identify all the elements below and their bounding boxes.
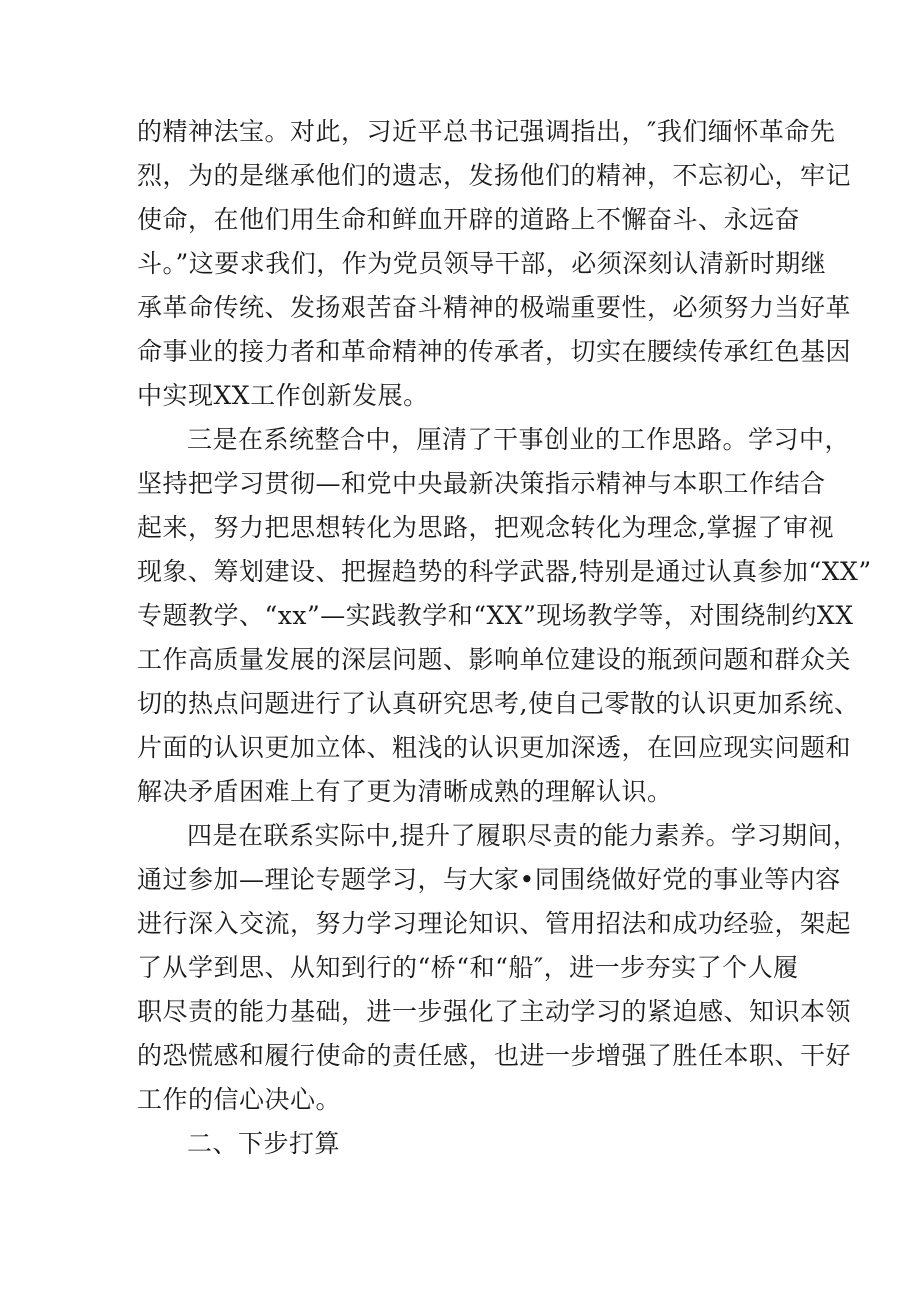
section-heading: 二、下步打算 [187,1129,341,1158]
text-line: 专题教学、“xx”—实践教学和“XX”现场教学等，对围绕制约XX [137,601,854,630]
text-line: 的精神法宝。对此，习近平总书记强调指出，″我们缅怀革命先 [137,117,836,146]
text-line: 承革命传统、发扬艰苦奋斗精神的极端重要性，必须努力当好革 [137,293,852,322]
paragraph-start-line: 四是在联系实际中,提升了履职尽责的能力素养。学习期间， [187,821,859,850]
text-line: 片面的认识更加立体、粗浅的认识更加深透，在回应现实问题和 [137,733,852,762]
text-line: 了从学到思、从知到行的“桥“和“船″，进一步夯实了个人履 [137,953,799,982]
paragraph-start-line: 三是在系统整合中，厘清了干事创业的工作思路。学习中， [187,425,851,454]
text-line: 起来，努力把思想转化为思路，把观念转化为理念,掌握了审视 [137,513,834,542]
text-line: 职尽责的能力基础，进一步强化了主动学习的紧迫感、知识本领 [137,997,852,1026]
text-line: 的恐慌感和履行使命的责任感，也进一步增强了胜任本职、干好 [137,1041,852,1070]
text-line: 中实现XX工作创新发展。 [137,381,429,410]
text-line: 工作高质量发展的深层问题、影响单位建设的瓶颈问题和群众关 [137,645,852,674]
text-line: 斗。”这要求我们，作为党员领导干部，必须深刻认清新时期继 [137,249,827,278]
text-line: 通过参加—理论专题学习，与大家•同围绕做好党的事业等内容 [137,865,841,894]
text-line: 进行深入交流，努力学习理论知识、管用招法和成功经验，架起 [137,909,852,938]
text-line: 命事业的接力者和革命精神的传承者，切实在腰续传承红色基因 [137,337,852,366]
text-line: 使命，在他们用生命和鲜血开辟的道路上不懈奋斗、永远奋 [137,205,801,234]
text-line: 坚持把学习贯彻—和党中央最新决策指示精神与本职工作结合 [137,469,826,498]
text-line: 烈，为的是继承他们的遗志，发扬他们的精神，不忘初心，牢记 [137,161,852,190]
text-line: 现象、筹划建设、把握趋势的科学武器,特别是通过认真参加“XX” [137,557,872,586]
text-line: 工作的信心决心。 [137,1085,342,1114]
text-line: 切的热点问题进行了认真研究思考,使自己零散的认识更加系统、 [137,689,860,718]
text-line: 解决矛盾困难上有了更为清晰成熟的理解认识。 [137,777,673,806]
